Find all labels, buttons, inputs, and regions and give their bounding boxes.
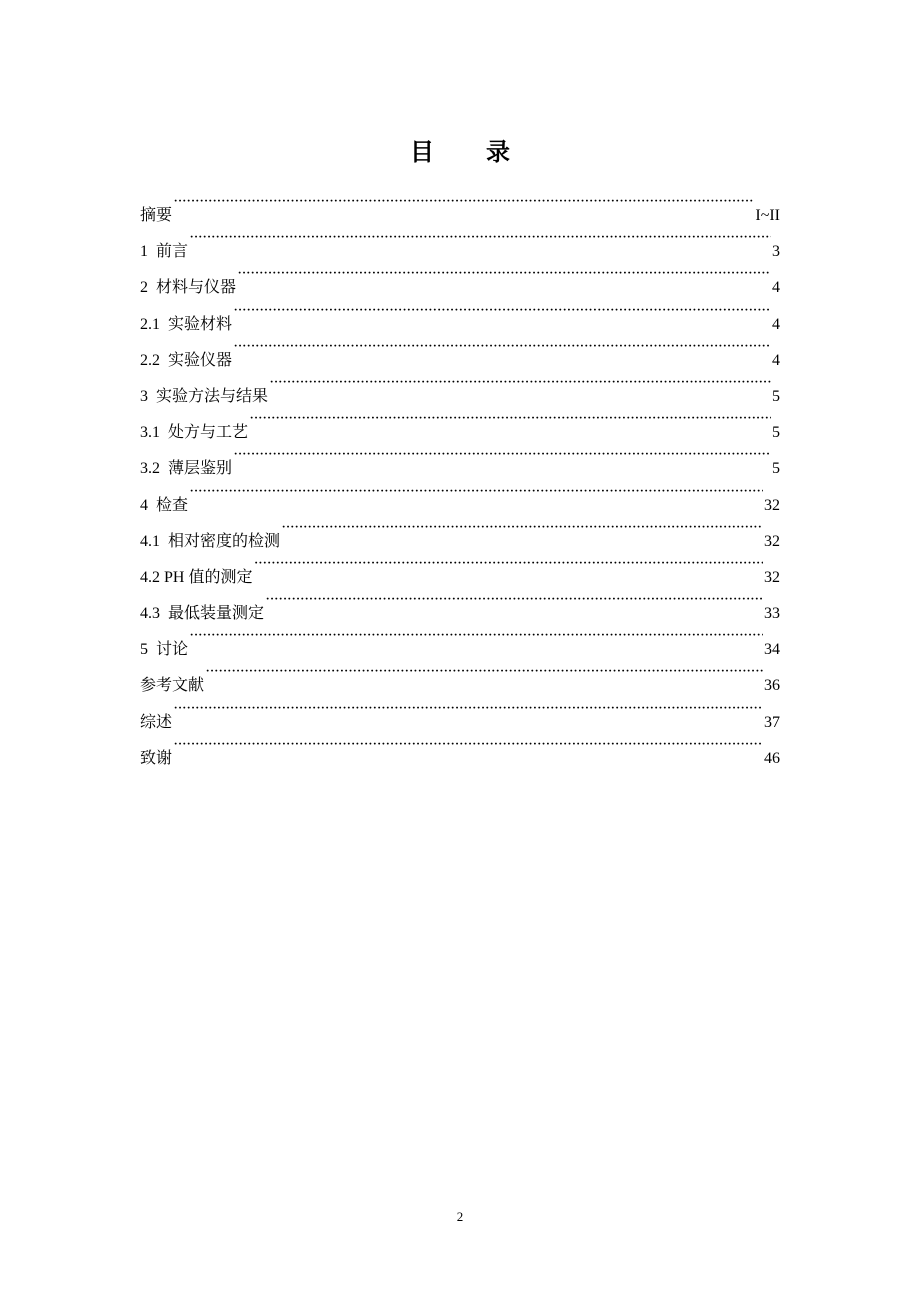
toc-entry-label: 综述 xyxy=(140,713,173,731)
toc-dot-leader xyxy=(189,618,763,654)
toc-entry-label: 实验方法与结果 xyxy=(156,387,269,405)
toc-entry-number: 4.2 xyxy=(140,568,160,586)
toc-entry-page: 32 xyxy=(764,532,780,550)
toc-entry-number: 2.1 xyxy=(140,315,160,333)
toc-dot-leader xyxy=(189,220,771,256)
toc-entry-page: 32 xyxy=(764,568,780,586)
toc-dot-leader xyxy=(265,582,763,618)
toc-entry-experimental-materials[interactable] xyxy=(140,293,780,333)
toc-entry-page: 4 xyxy=(772,279,780,297)
toc-dot-leader xyxy=(173,727,763,763)
toc-entry-label: 讨论 xyxy=(156,641,189,659)
toc-entry-introduction[interactable] xyxy=(140,220,780,261)
toc-entry-page: 4 xyxy=(772,315,780,333)
toc-entry-label: 薄层鉴别 xyxy=(168,460,233,478)
page-title xyxy=(0,134,920,170)
toc-dot-leader xyxy=(249,401,771,437)
toc-entry-label: 摘要 xyxy=(140,207,173,224)
toc-entry-page: 36 xyxy=(764,677,780,695)
toc-entry-page: 5 xyxy=(772,387,780,405)
toc-entry-page: 46 xyxy=(764,749,780,767)
toc-entry-label: 材料与仪器 xyxy=(156,279,237,297)
toc-dot-leader xyxy=(233,293,771,329)
toc-entry-review[interactable] xyxy=(140,691,780,731)
toc-dot-leader xyxy=(233,329,771,365)
table-of-contents xyxy=(140,184,780,767)
toc-entry-number: 3 xyxy=(140,387,148,405)
toc-dot-leader xyxy=(173,691,763,727)
toc-entry-label: 参考文献 xyxy=(140,677,205,695)
toc-dot-leader xyxy=(237,256,771,292)
toc-entry-label: 实验材料 xyxy=(168,315,233,333)
toc-entry-label: 致谢 xyxy=(140,749,173,767)
toc-entry-number: 1 xyxy=(140,243,148,261)
toc-dot-leader xyxy=(281,510,763,546)
toc-dot-leader xyxy=(189,474,763,510)
toc-entry-page: 37 xyxy=(764,713,780,731)
toc-entry-page: 4 xyxy=(772,351,780,369)
toc-entry-number: 4.1 xyxy=(140,532,160,550)
toc-entry-label: 前言 xyxy=(156,243,189,261)
toc-entry-number: 4.3 xyxy=(140,605,160,623)
toc-entry-page: 34 xyxy=(764,641,780,659)
toc-entry-number: 3.2 xyxy=(140,460,160,478)
toc-entry-number: 2 xyxy=(140,279,148,297)
toc-entry-inspection[interactable] xyxy=(140,474,780,514)
toc-entry-relative-density[interactable] xyxy=(140,510,780,550)
toc-entry-experimental-instruments[interactable] xyxy=(140,329,780,369)
toc-entry-page: 33 xyxy=(764,605,780,623)
page-title-char-1: 目 xyxy=(410,138,434,167)
toc-entry-abstract[interactable] xyxy=(140,184,780,224)
toc-entry-page: 3 xyxy=(772,243,780,261)
toc-entry-label: 处方与工艺 xyxy=(168,424,249,442)
toc-entry-page: 32 xyxy=(764,496,780,514)
toc-entry-discussion[interactable] xyxy=(140,618,780,659)
toc-entry-number: 5 xyxy=(140,641,148,659)
toc-entry-number: 4 xyxy=(140,496,148,514)
toc-entry-methods-results[interactable] xyxy=(140,365,780,405)
toc-entry-number: 2.2 xyxy=(140,351,160,369)
toc-dot-leader xyxy=(205,654,763,690)
toc-entry-page: I~II xyxy=(755,207,780,224)
toc-entry-number: 3.1 xyxy=(140,424,160,442)
toc-dot-leader xyxy=(269,365,771,401)
toc-dot-leader xyxy=(233,437,771,473)
toc-entry-label: PH 值的测定 xyxy=(164,568,253,586)
page-title-char-2: 录 xyxy=(486,138,510,167)
toc-entry-page: 5 xyxy=(772,460,780,478)
toc-entry-label: 实验仪器 xyxy=(168,351,233,369)
toc-dot-leader xyxy=(253,546,763,582)
toc-entry-materials-instruments[interactable] xyxy=(140,256,780,297)
toc-entry-acknowledgements[interactable] xyxy=(140,727,780,767)
toc-entry-references[interactable] xyxy=(140,654,780,695)
toc-entry-label: 相对密度的检测 xyxy=(168,532,281,550)
toc-dot-leader xyxy=(173,184,754,220)
toc-entry-label: 最低装量测定 xyxy=(168,605,265,623)
toc-entry-page: 5 xyxy=(772,424,780,442)
toc-entry-label: 检查 xyxy=(156,496,189,514)
toc-entry-tlc-identification[interactable] xyxy=(140,437,780,478)
page-number-footer: 2 xyxy=(456,1209,464,1224)
